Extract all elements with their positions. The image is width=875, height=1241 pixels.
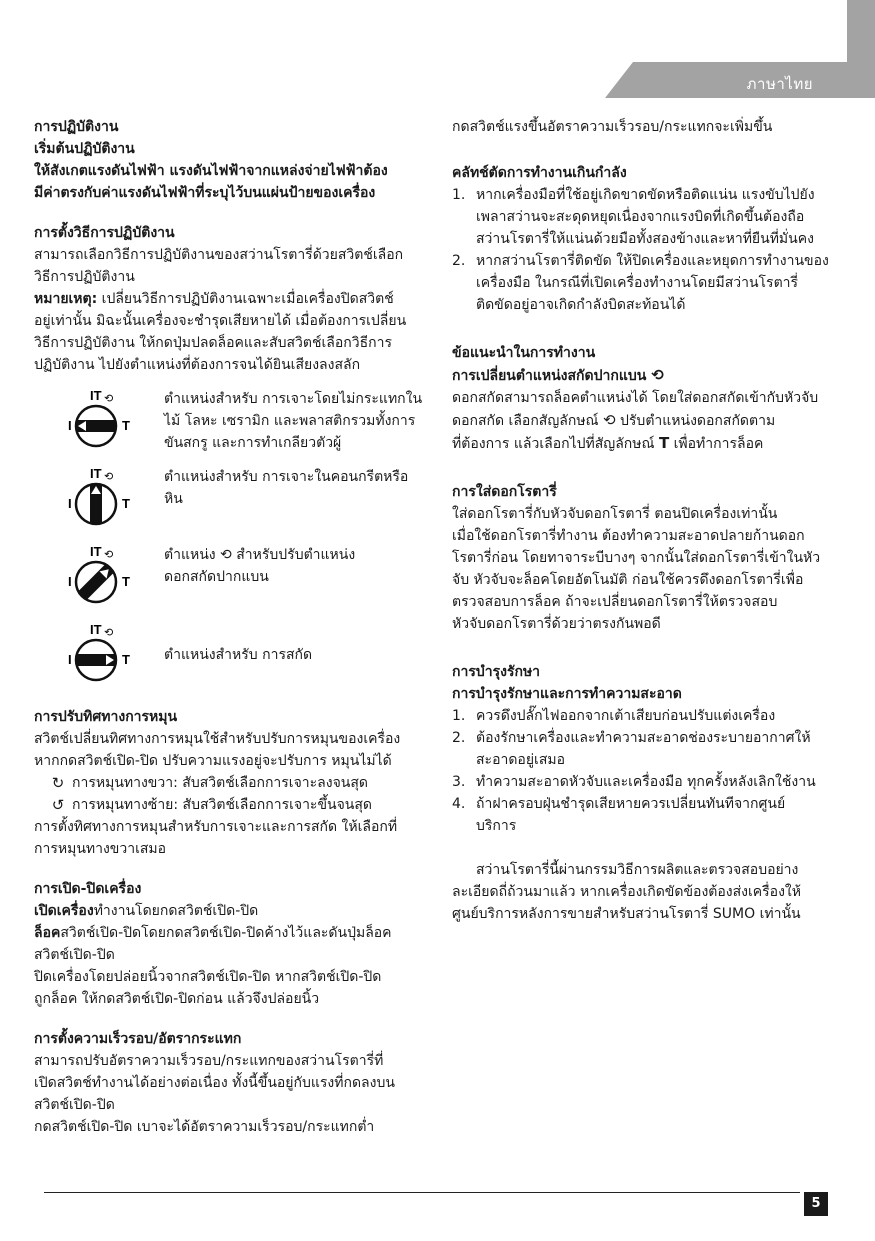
mode-drill-icon: [64, 386, 164, 454]
list-item: [452, 250, 844, 316]
svg-text:T: T: [122, 418, 130, 433]
body-line: สว่านโรตารี่นี้ผ่านกรรมวิธีการผลิตและตรวจสอบอย่าง: [476, 862, 799, 878]
section-bit-insert: [452, 481, 844, 635]
list-line: เครื่องมือ ในกรณีที่เปิดเครื่องทำงานโดยมีสว่านโรตารี่: [476, 275, 799, 291]
section-title: คลัทช์ตัดการทำงานเกินกำลัง: [452, 165, 627, 181]
list-item: [452, 771, 844, 793]
section-overload-clutch: [452, 162, 844, 316]
voltage-line-2: มีค่าตรงกับค่าแรงดันไฟฟ้าที่ระบุไว้บนแผ่นป้ายของเครื่อง: [34, 185, 376, 201]
note-text: เปลี่ยนวิธีการปฏิบัติงานเฉพาะเมื่อเครื่องปิดสวิตช์: [97, 291, 394, 307]
subtitle-text: การเปลี่ยนตำแหน่งสกัดปากแบน: [452, 368, 647, 384]
body-line: เมื่อใช้ดอกโรตารี่ทำงาน ต้องทำความสะอาดปลายก้านดอก: [452, 528, 805, 544]
mode-description: [164, 464, 426, 510]
footer-rule: [44, 1192, 800, 1193]
section-title: การตั้งความเร็วรอบ/อัตรากระแทก: [34, 1031, 242, 1047]
body-line: ศูนย์บริการหลังการขายสำหรับสว่านโรตารี่ SUMO เท่านั้น: [452, 906, 801, 922]
direction-ccw-text: การหมุนทางซ้าย: สับสวิตช์เลือกการเจาะขึ้นจนสุด: [72, 797, 373, 813]
list-item: [452, 727, 844, 771]
body-line: สวิตช์เปิด-ปิด: [34, 947, 115, 963]
section-subtitle: การบำรุงรักษาและการทำความสะอาด: [452, 686, 682, 702]
list-line: ต้องรักษาเครื่องและทำความสะอาดช่องระบายอากาศให้: [476, 730, 811, 746]
svg-text:T: T: [122, 496, 130, 511]
body-line: ปฏิบัติงาน ไปยังตำแหน่งที่ต้องการจนได้ยินเสียงลงสลัก: [34, 357, 361, 373]
body-line: เปิดสวิตช์ทำงานได้อย่างต่อเนื่อง ทั้งนี้ขึ้นอยู่กับแรงที่กดลงบน: [34, 1075, 395, 1091]
section-title: การบำรุงรักษา: [452, 664, 541, 680]
lock-line: [34, 922, 426, 944]
svg-text:T: T: [122, 574, 130, 589]
list-line: ถ้าฝาครอบฝุ่นชำรุดเสียหายควรเปลี่ยนทันทีจากศูนย์: [476, 796, 786, 812]
section-title: การปรับทิศทางการหมุน: [34, 709, 178, 725]
list-number: 4.: [452, 796, 466, 812]
section-title: การปฏิบัติงาน: [34, 119, 119, 135]
chisel-adjust-icon: ⟲: [651, 366, 664, 384]
body-line: สวิตช์เปลี่ยนทิศทางการหมุนใช้สำหรับปรับการหมุนของเครื่อง: [34, 731, 401, 747]
body-line: สวิตช์เปิด-ปิด: [34, 1097, 115, 1113]
mode-chisel-adjust-icon: [64, 542, 164, 610]
right-column: [452, 116, 844, 943]
on-text: ทำงานโดยกดสวิตช์เปิด-ปิด: [93, 903, 259, 919]
svg-text:IT: IT: [90, 622, 102, 637]
mode-description: [164, 386, 426, 454]
section-subtitle: [452, 364, 844, 387]
svg-text:⟲: ⟲: [104, 548, 114, 561]
list-line: สะอาดอยู่เสมอ: [476, 752, 566, 768]
mode-line: ตำแหน่งสำหรับ การสกัด: [164, 647, 313, 663]
body-line: สามารถเลือกวิธีการปฏิบัติงานของสว่านโรตารี่ด้วยสวิตช์เลือก: [34, 247, 404, 263]
body-line: ปิดเครื่องโดยปล่อยนิ้วจากสวิตช์เปิด-ปิด หากสวิตช์เปิด-ปิด: [34, 969, 382, 985]
mode-row-drill: [34, 386, 426, 454]
note-line: [34, 288, 426, 310]
svg-text:IT: IT: [90, 544, 102, 559]
mode-row-chisel-adjust: [34, 542, 426, 610]
list-number: 2.: [452, 253, 466, 269]
body-line: ตรวจสอบการล็อค ถ้าจะเปลี่ยนดอกโรตารี่ให้ตรวจสอบ: [452, 594, 778, 610]
mode-description: [164, 620, 426, 666]
maintenance-list: [452, 705, 844, 837]
list-line: หากสว่านโรตารี่ติดขัด ให้ปิดเครื่องและหยุดการทำงานของ: [476, 253, 829, 269]
list-number: 2.: [452, 730, 466, 746]
lock-label: ล็อค: [34, 925, 61, 941]
rotate-right-icon: ↻: [51, 774, 65, 792]
section-tips: [452, 342, 844, 455]
body-line: หากกดสวิตช์เปิด-ปิด ปรับความแรงอยู่จะปรับการ หมุนไม่ได้: [34, 753, 392, 769]
body-line: สามารถปรับอัตราความเร็วรอบ/กระแทกของสว่านโรตารี่ที่: [34, 1053, 384, 1069]
mode-row-chisel: [34, 620, 426, 688]
section-maintenance: [452, 661, 844, 925]
mode-chisel-icon: [64, 620, 164, 688]
section-subtitle: เริ่มต้นปฏิบัติงาน: [34, 141, 135, 157]
section-title: การใส่ดอกโรตารี่: [452, 484, 557, 500]
mode-line: ตำแหน่งสำหรับ การเจาะในคอนกรีตหรือ: [164, 469, 409, 485]
body-line: [452, 432, 844, 455]
list-line: สว่านโรตารี่ให้แน่นด้วยมือทั้งสองข้างและหาที่ยืนที่มั่นคง: [476, 231, 814, 247]
list-line: ทำความสะอาดหัวจับและเครื่องมือ ทุกครั้งหลังเลิกใช้งาน: [476, 774, 816, 790]
mode-line: ไม้ โลหะ เซรามิก และพลาสติกรวมทั้งการ: [164, 413, 416, 429]
on-line: [34, 900, 426, 922]
mode-line: ขันสกรู และการทำเกลียวตัวผู้: [164, 435, 342, 451]
body-line: ใส่ดอกโรตารี่กับหัวจับดอกโรตารี่ ตอนปิดเครื่องเท่านั้น: [452, 506, 778, 522]
language-label: ภาษาไทย: [746, 75, 813, 93]
svg-text:⟲: ⟲: [104, 392, 114, 405]
mode-line: หิน: [164, 491, 183, 507]
mode-row-hammer-drill: [34, 464, 426, 532]
svg-text:I: I: [68, 496, 72, 511]
list-item: [452, 793, 844, 837]
svg-text:T: T: [122, 652, 130, 667]
note-label: หมายเหตุ:: [34, 291, 98, 307]
body-line: การตั้งทิศทางการหมุนสำหรับการเจาะและการสกัด ให้เลือกที่: [34, 819, 398, 835]
mode-line: ตำแหน่งสำหรับ การเจาะโดยไม่กระแทกใน: [164, 391, 423, 407]
chisel-adjust-icon: ⟲: [603, 411, 616, 429]
text-part: ที่ต้องการ แล้วเลือกไปที่สัญลักษณ์: [452, 436, 659, 452]
svg-text:⟲: ⟲: [104, 470, 114, 483]
body-line: หัวจับดอกโรตารี่ด้วยว่าตรงกันพอดี: [452, 616, 661, 632]
body-line: วิธีการปฏิบัติงาน: [34, 269, 135, 285]
direction-ccw-row: [34, 794, 426, 816]
body-line: กดสวิตช์เปิด-ปิด เบาจะได้อัตราความเร็วรอบ/กระแทกต่ำ: [34, 1119, 375, 1135]
svg-text:I: I: [68, 418, 72, 433]
list-line: ติดขัดอยู่อาจเกิดกำลังบิดสะท้อนได้: [476, 297, 686, 313]
list-number: 3.: [452, 774, 466, 790]
body-line: [452, 409, 844, 432]
mode-description: [164, 542, 426, 588]
body-line: วิธีการปฏิบัติงาน ให้กดปุ่มปลดล็อคและสับสวิตช์เลือกวิธีการ: [34, 335, 392, 351]
list-item: [452, 705, 844, 727]
speed-continued: [452, 116, 844, 138]
body-line: การหมุนทางขวาเสมอ: [34, 841, 167, 857]
list-number: 1.: [452, 708, 466, 724]
mode-line: ดอกสกัดปากแบน: [164, 569, 269, 585]
section-title: การเปิด-ปิดเครื่อง: [34, 881, 142, 897]
svg-text:I: I: [68, 574, 72, 589]
body-line: ถูกล็อค ให้กดสวิตช์เปิด-ปิดก่อน แล้วจึงปล่อยนิ้ว: [34, 991, 320, 1007]
list-number: 1.: [452, 187, 466, 203]
page-corner-tab: [847, 0, 875, 62]
section-title: การตั้งวิธีการปฏิบัติงาน: [34, 225, 175, 241]
text-part: ปรับตำแหน่งดอกสกัดตาม: [615, 413, 776, 429]
mode-hammer-drill-icon: [64, 464, 164, 532]
body-line: จับ หัวจับจะล็อคโดยอัตโนมัติ ก่อนใช้ควรดึงดอกโรตารี่เพื่อ: [452, 572, 804, 588]
text-part: ดอกสกัด เลือกสัญลักษณ์: [452, 413, 603, 429]
section-speed: [34, 1028, 426, 1138]
section-title: ข้อแนะนำในการทำงาน: [452, 345, 596, 361]
list-line: ควรดึงปลั๊กไฟออกจากเต้าเสียบก่อนปรับแต่งเครื่อง: [476, 708, 776, 724]
section-direction: [34, 706, 426, 860]
list-line: เพลาสว่านจะสะดุดหยุดเนื่องจากแรงบิดที่เกิดขึ้นต้องถือ: [476, 209, 805, 225]
voltage-line-1: ให้สังเกตแรงดันไฟฟ้า แรงดันไฟฟ้าจากแหล่งจ่ายไฟฟ้าต้อง: [34, 163, 388, 179]
closing-paragraph: [452, 859, 844, 925]
left-column: [34, 116, 426, 1156]
language-banner: [605, 62, 875, 98]
svg-text:⟲: ⟲: [104, 626, 114, 639]
section-mode: [34, 222, 426, 688]
direction-cw-text: การหมุนทางขวา: สับสวิตช์เลือกการเจาะลงจนสุด: [72, 775, 369, 791]
section-onoff: [34, 878, 426, 1010]
direction-cw-row: [34, 772, 426, 794]
body-line: ดอกสกัดสามารถล็อคตำแหน่งได้ โดยใส่ดอกสกัดเข้ากับหัวจับ: [452, 390, 819, 406]
body-line: อยู่เท่านั้น มิฉะนั้นเครื่องจะชำรุดเสียหายได้ เมื่อต้องการเปลี่ยน: [34, 313, 407, 329]
text-part: เพื่อทำการล็อค: [669, 436, 764, 452]
body-line: กดสวิตช์แรงขึ้นอัตราความเร็วรอบ/กระแทกจะเพิ่มขึ้น: [452, 119, 773, 135]
mode-line: ตำแหน่ง ⟲ สำหรับปรับตำแหน่ง: [164, 547, 356, 563]
svg-text:IT: IT: [90, 466, 102, 481]
page-number: 5: [804, 1192, 828, 1216]
lock-text: สวิตช์เปิด-ปิดโดยกดสวิตช์เปิด-ปิดค้างไว้และดันปุ่มล็อค: [60, 925, 392, 941]
rotate-left-icon: ↺: [51, 796, 65, 814]
on-label: เปิดเครื่อง: [34, 903, 94, 919]
section-operation: [34, 116, 426, 204]
list-item: [452, 184, 844, 250]
overload-list: [452, 184, 844, 316]
body-line: โรตารี่ก่อน โดยทาจาระบีบางๆ จากนั้นใส่ดอกโรตารี่เข้าในหัว: [452, 550, 821, 566]
list-line: หากเครื่องมือที่ใช้อยู่เกิดขาดขัดหรือติดแน่น แรงขับไปยัง: [476, 187, 815, 203]
body-line: ละเอียดถี่ถ้วนมาแล้ว หากเครื่องเกิดขัดข้องต้องส่งเครื่องให้: [452, 884, 801, 900]
lock-symbol-icon: T: [658, 434, 670, 452]
svg-text:IT: IT: [90, 388, 102, 403]
list-line: บริการ: [476, 818, 517, 834]
svg-text:I: I: [68, 652, 72, 667]
